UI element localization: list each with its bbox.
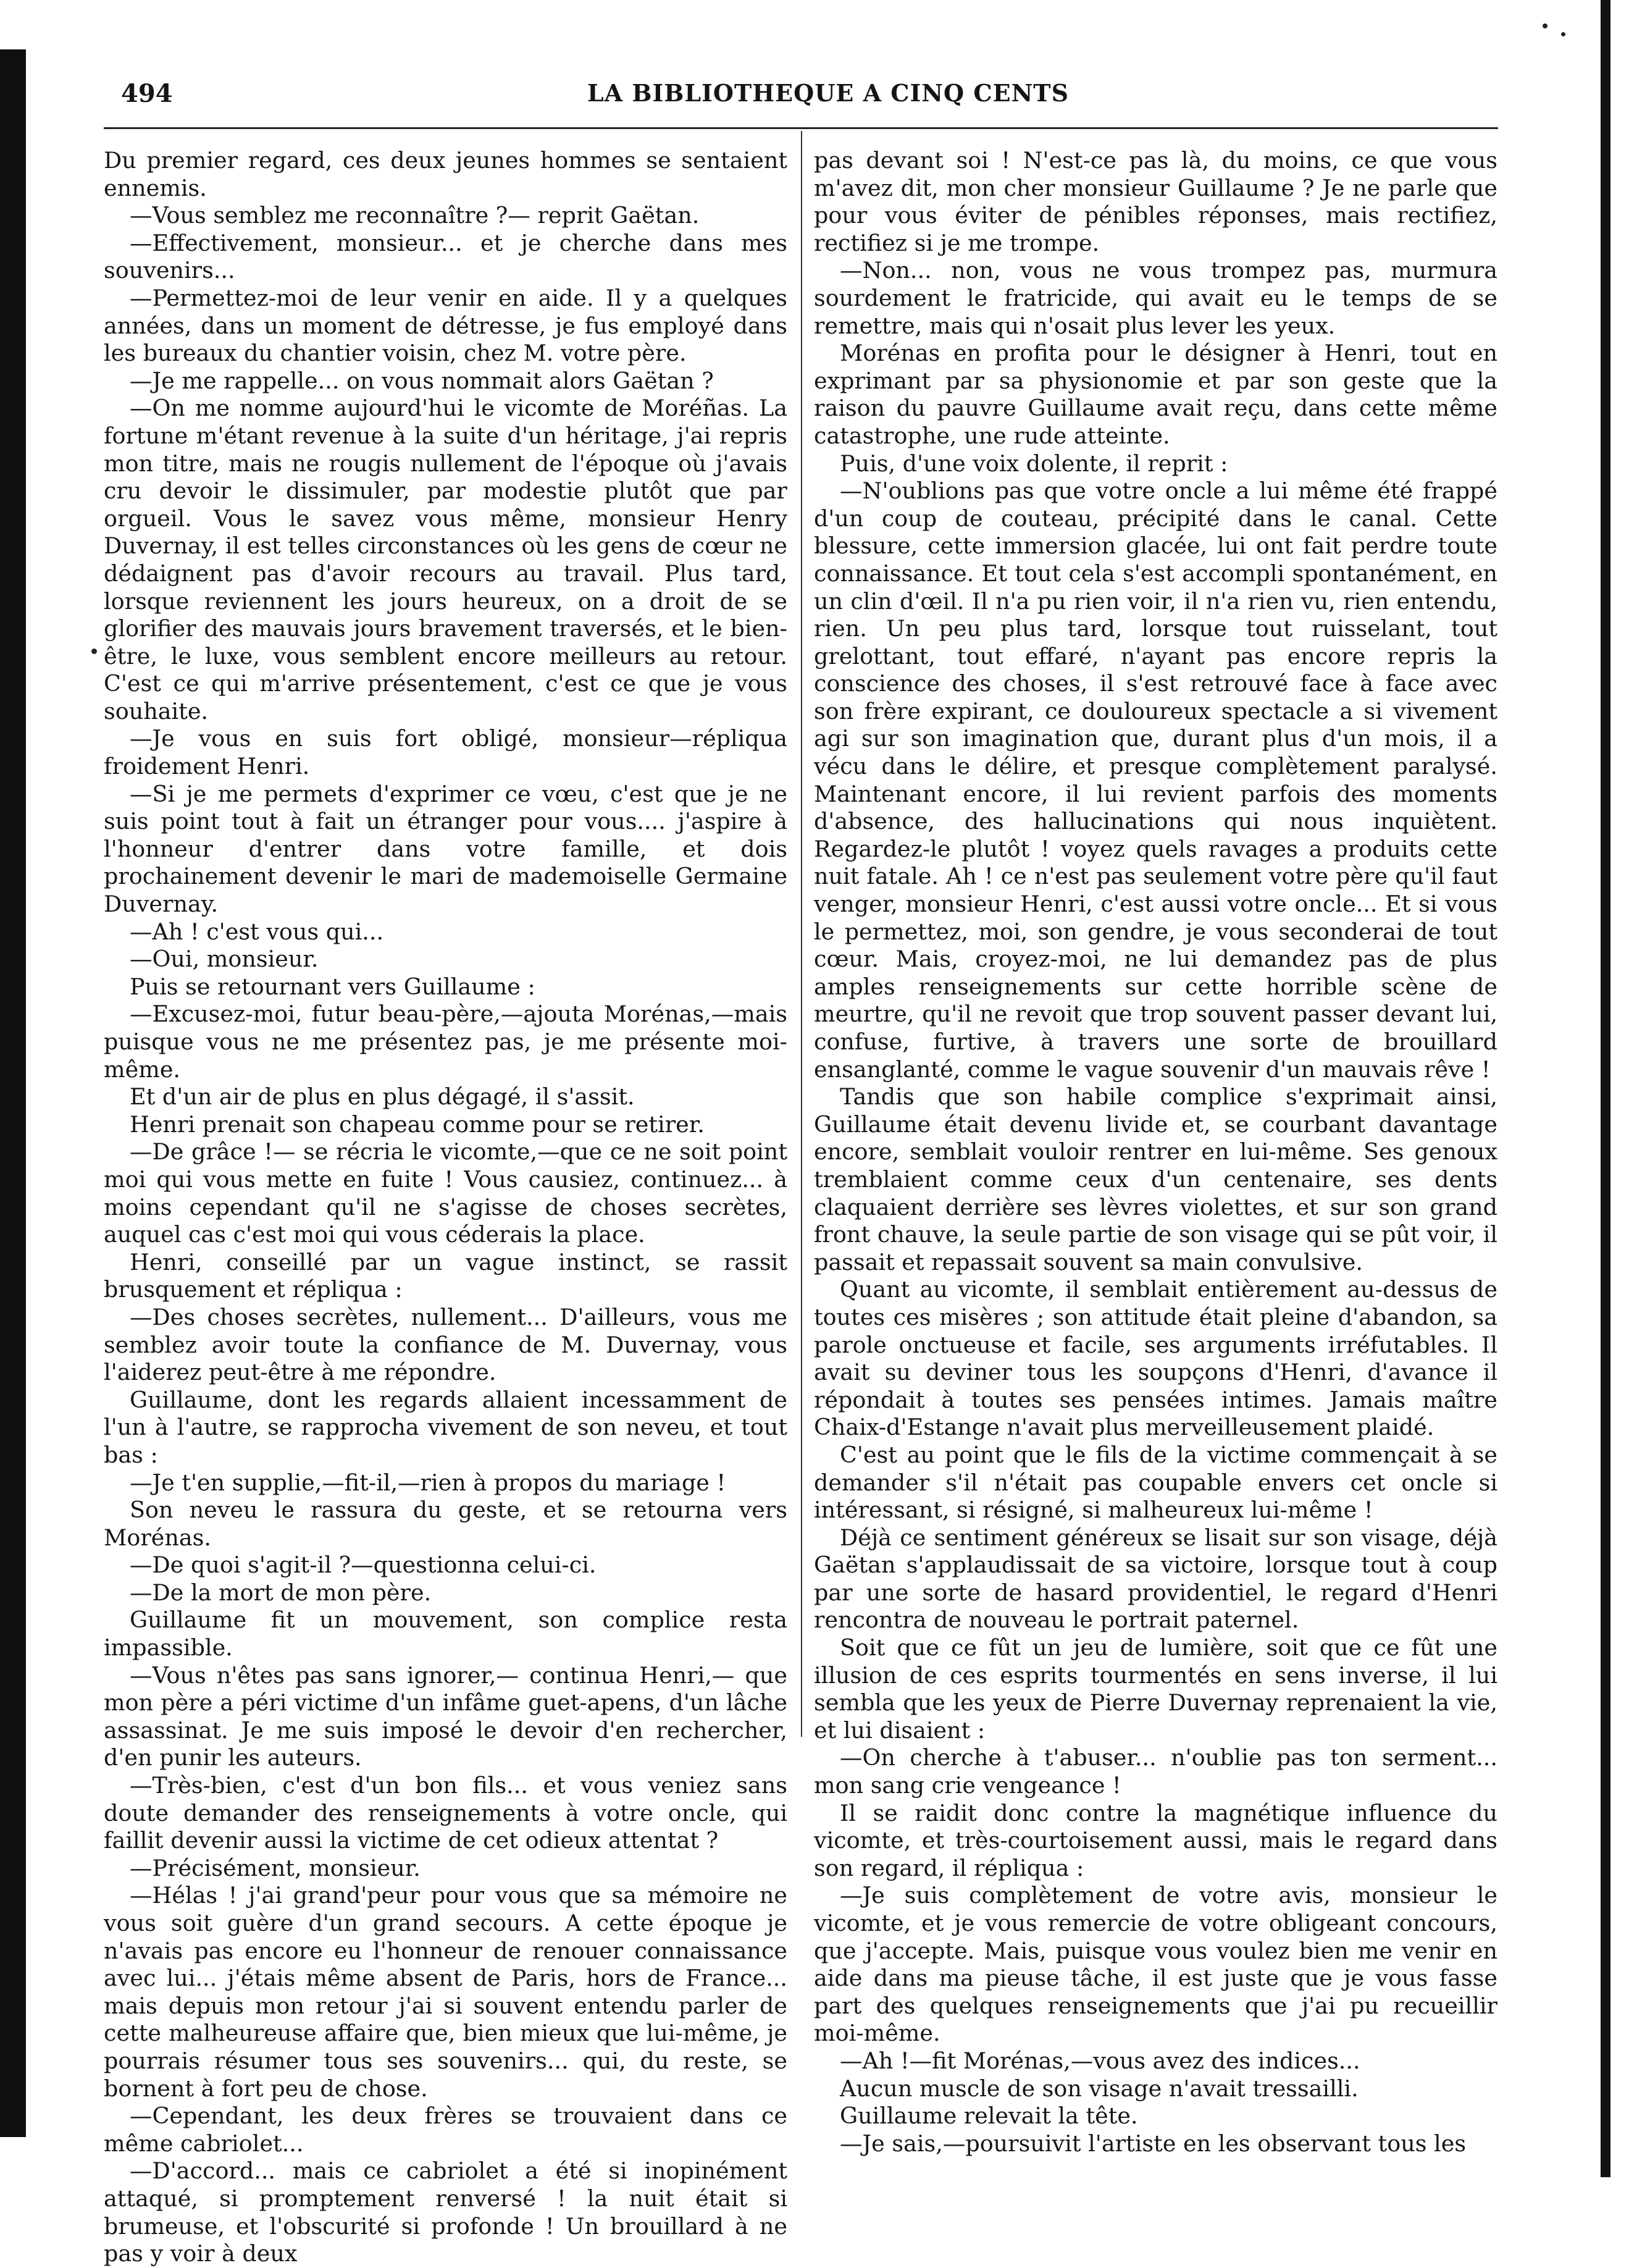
paragraph: Puis, d'une voix dolente, il reprit : xyxy=(840,450,1228,477)
paragraph: —Très-bien, c'est d'un bon fils... et vous veniez sans doute demander des renseignements à votre oncle, qui faillit devenir aussi la victime de cet odieux attentat ? xyxy=(104,1772,787,1854)
print-speck xyxy=(1543,23,1547,28)
column-divider xyxy=(801,131,802,1737)
paragraph: Guillaume relevait la tête. xyxy=(840,2102,1138,2130)
paragraph: —Je sais,—poursuivit l'artiste en les observant tous les xyxy=(840,2130,1467,2157)
paragraph: —Je suis complètement de votre avis, monsieur le vicomte, et je vous remercie de votre obligeant concours, que j'accepte. Mais, puisque vous voulez bien me venir en aide dans ma pieuse tâche, il est juste que je vous fasse part des quelques renseignements que j'ai pu recueillir moi-même. xyxy=(814,1882,1497,2047)
paragraph: —Vous n'êtes pas sans ignorer,— continua Henri,— que mon père a péri victime d'un infâme guet-apens, d'un lâche assassinat. Je me suis imposé le devoir d'en rechercher, d'en punir les auteurs. xyxy=(104,1661,787,1771)
paragraph: Guillaume fit un mouvement, son complice resta impassible. xyxy=(104,1606,787,1661)
paragraph: Guillaume, dont les regards allaient incessamment de l'un à l'autre, se rapprocha vivement de son neveu, et tout bas : xyxy=(104,1386,787,1468)
paragraph: Puis se retournant vers Guillaume : xyxy=(130,973,535,1000)
paragraph: Morénas en profita pour le désigner à Henri, tout en exprimant par sa physionomie et par son geste que la raison du pauvre Guillaume avait reçu, dans cette même catastrophe, une rude atteinte. xyxy=(814,340,1497,449)
paragraph: —Ah ! c'est vous qui... xyxy=(130,918,384,945)
paragraph: —Oui, monsieur. xyxy=(130,946,319,973)
print-speck xyxy=(1561,32,1565,36)
paragraph: Henri prenait son chapeau comme pour se retirer. xyxy=(130,1111,705,1138)
paragraph: —Permettez-moi de leur venir en aide. Il y a quelques années, dans un moment de détresse, je fus employé dans les bureaux du chantier voisin, chez M. votre père. xyxy=(104,284,787,367)
paragraph: —De la mort de mon père. xyxy=(130,1579,432,1606)
paragraph: —On me nomme aujourd'hui le vicomte de Moréñas. La fortune m'étant revenue à la suite d'un héritage, j'ai repris mon titre, mais ne rougis nullement de l'époque où j'avais cru devoir le dissimuler, par modestie plutôt que par orgueil. Vous le savez vous même, monsieur Henry Duvernay, il est telles circonstances où les gens de cœur ne dédaignent pas d'avoir recours au travail. Plus tard, lorsque reviennent les jours heureux, on a droit de se glorifier des mauvais jours bravement traversés, et le bien-être, le luxe, vous semblent encore meilleurs au retour. C'est ce qui m'arrive présentement, c'est ce que je vous souhaite. xyxy=(104,395,787,724)
paragraph: —Je me rappelle... on vous nommait alors Gaëtan ? xyxy=(130,367,714,394)
paragraph: —On cherche à t'abuser... n'oublie pas ton serment... mon sang crie vengeance ! xyxy=(814,1744,1497,1799)
running-title: LA BIBLIOTHEQUE A CINQ CENTS xyxy=(587,79,1070,107)
binding-shadow xyxy=(0,49,26,2137)
paragraph: pas devant soi ! N'est-ce pas là, du moins, ce que vous m'avez dit, mon cher monsieur Guillaume ? Je ne parle que pour vous éviter de pénibles réponses, mais rectifiez, rectifiez si je me trompe. xyxy=(814,147,1497,256)
paragraph: Tandis que son habile complice s'exprimait ainsi, Guillaume était devenu livide et, se courbant davantage encore, semblait vouloir rentrer en lui-même. Ses genoux tremblaient comme ceux d'un centenaire, ses dents claquaient derrière ses lèvres violettes, et sur son grand front chauve, la seule partie de son visage qui se pût voir, il passait et repassait souvent sa main convulsive. xyxy=(814,1083,1497,1275)
header-rule xyxy=(104,127,1498,129)
paragraph: —Hélas ! j'ai grand'peur pour vous que sa mémoire ne vous soit guère d'un grand secours. A cette époque je n'avais pas encore eu l'honneur de renouer connaissance avec lui... j'étais même absent de Paris, hors de France... mais depuis mon retour j'ai si souvent entendu parler de cette malheureuse affaire que, bien mieux que lui-même, je pourrais résumer tous ses souvenirs... qui, du reste, se bornent à fort peu de chose. xyxy=(104,1882,787,2102)
paragraph: —De quoi s'agit-il ?—questionna celui-ci. xyxy=(130,1552,597,1579)
paragraph: —Je t'en supplie,—fit-il,—rien à propos du mariage ! xyxy=(130,1469,726,1496)
paragraph: Son neveu le rassura du geste, et se retourna vers Morénas. xyxy=(104,1497,787,1551)
paragraph: Du premier regard, ces deux jeunes hommes se sentaient ennemis. xyxy=(104,147,787,201)
paragraph: Quant au vicomte, il semblait entièrement au-dessus de toutes ces misères ; son attitude était pleine d'abandon, sa parole onctueuse et facile, ses arguments irréfutables. Il avait su deviner tous les soupçons d'Henri, d'avance il répondait à toutes ses pensées intimes. Jamais maître Chaix-d'Estange n'avait plus merveilleusement plaidé. xyxy=(814,1276,1497,1441)
print-speck xyxy=(91,649,97,654)
paragraph: —Non... non, vous ne vous trompez pas, murmura sourdement le fratricide, qui avait eu le temps de se remettre, mais qui n'osait plus lever les yeux. xyxy=(814,257,1497,339)
paragraph: —Si je me permets d'exprimer ce vœu, c'est que je ne suis point tout à fait un étranger pour vous.... j'aspire à l'honneur d'entrer dans votre famille, et dois prochainement devenir le mari de mademoiselle Germaine Duvernay. xyxy=(104,780,787,918)
paragraph: —Vous semblez me reconnaître ?— reprit Gaëtan. xyxy=(130,202,700,229)
paragraph: C'est au point que le fils de la victime commençait à se demander s'il n'était pas coupable envers cet oncle si intéressant, si résigné, si malheureux lui-même ! xyxy=(814,1441,1497,1524)
paragraph: —Excusez-moi, futur beau-père,—ajouta Morénas,—mais puisque vous ne me présentez pas, je me présente moi-même. xyxy=(104,1001,787,1083)
paragraph: Aucun muscle de son visage n'avait tressailli. xyxy=(840,2075,1359,2102)
paragraph: Soit que ce fût un jeu de lumière, soit que ce fût une illusion de ces esprits tourmentés en sens inverse, il lui sembla que les yeux de Pierre Duvernay reprenaient la vie, et lui disaient : xyxy=(814,1634,1497,1744)
right-column xyxy=(814,147,1497,2157)
paragraph: —Effectivement, monsieur... et je cherche dans mes souvenirs... xyxy=(104,229,787,284)
left-column xyxy=(104,147,787,2267)
paragraph: —D'accord... mais ce cabriolet a été si inopinément attaqué, si promptement renversé ! la nuit était si brumeuse, et l'obscurité si profonde ! Un brouillard à ne pas y voir à deux xyxy=(104,2157,787,2267)
paragraph: Henri, conseillé par un vague instinct, se rassit brusquement et répliqua : xyxy=(104,1248,787,1303)
paragraph: —Cependant, les deux frères se trouvaient dans ce même cabriolet... xyxy=(104,2102,787,2157)
paragraph: —Des choses secrètes, nullement... D'ailleurs, vous me semblez avoir toute la confiance de M. Duvernay, vous l'aiderez peut-être à me répondre. xyxy=(104,1303,787,1386)
page-number: 494 xyxy=(121,79,173,108)
paragraph: —Ah !—fit Morénas,—vous avez des indices... xyxy=(840,2047,1360,2074)
paragraph: —Précisément, monsieur. xyxy=(130,1854,421,1881)
page-edge-shadow xyxy=(1601,0,1610,2177)
paragraph: Il se raidit donc contre la magnétique influence du vicomte, et très-courtoisement aussi, mais le regard dans son regard, il répliqua : xyxy=(814,1799,1497,1881)
paragraph: Et d'un air de plus en plus dégagé, il s'assit. xyxy=(130,1083,635,1111)
paragraph: Déjà ce sentiment généreux se lisait sur son visage, déjà Gaëtan s'applaudissait de sa victoire, lorsque tout à coup par une sorte de hasard providentiel, le regard d'Henri rencontra de nouveau le portrait paternel. xyxy=(814,1524,1497,1634)
paragraph: —De grâce !— se récria le vicomte,—que ce ne soit point moi qui vous mette en fuite ! Vous causiez, continuez... à moins cependant qu'il ne s'agisse de choses secrètes, auquel cas c'est moi qui vous céderais la place. xyxy=(104,1138,787,1248)
paragraph: —Je vous en suis fort obligé, monsieur—répliqua froidement Henri. xyxy=(104,725,787,780)
page-header xyxy=(121,79,1535,116)
paragraph: —N'oublions pas que votre oncle a lui même été frappé d'un coup de couteau, précipité dans le canal. Cette blessure, cette immersion glacée, lui ont fait perdre toute connaissance. Et tout cela s'est accompli spontanément, en un clin d'œil. Il n'a pu rien voir, il n'a rien vu, rien entendu, rien. Un peu plus tard, lorsque tout ruisselant, tout grelottant, tout effaré, n'ayant pas encore repris la conscience des choses, il s'est retrouvé face à face avec son frère expirant, ce douloureux spectacle a si vivement agi sur son imagination que, durant plus d'un mois, il a vécu dans le délire, et presque complètement paralysé. Maintenant encore, il lui revient parfois des moments d'absence, des hallucinations qui nous inquiètent. Regardez-le plutôt ! voyez quels ravages a produits cette nuit fatale. Ah ! ce n'est pas seulement votre père qu'il faut venger, monsieur Henri, c'est aussi votre oncle... Et si vous le permettez, moi, son gendre, je vous seconderai de tout cœur. Mais, croyez-moi, ne lui demandez pas de plus amples renseignements sur cette horrible scène de meurtre, qu'il ne revoit que trop souvent passer devant lui, confuse, furtive, à travers une sorte de brouillard ensanglanté, comme le vague souvenir d'un mauvais rêve ! xyxy=(814,477,1497,1083)
